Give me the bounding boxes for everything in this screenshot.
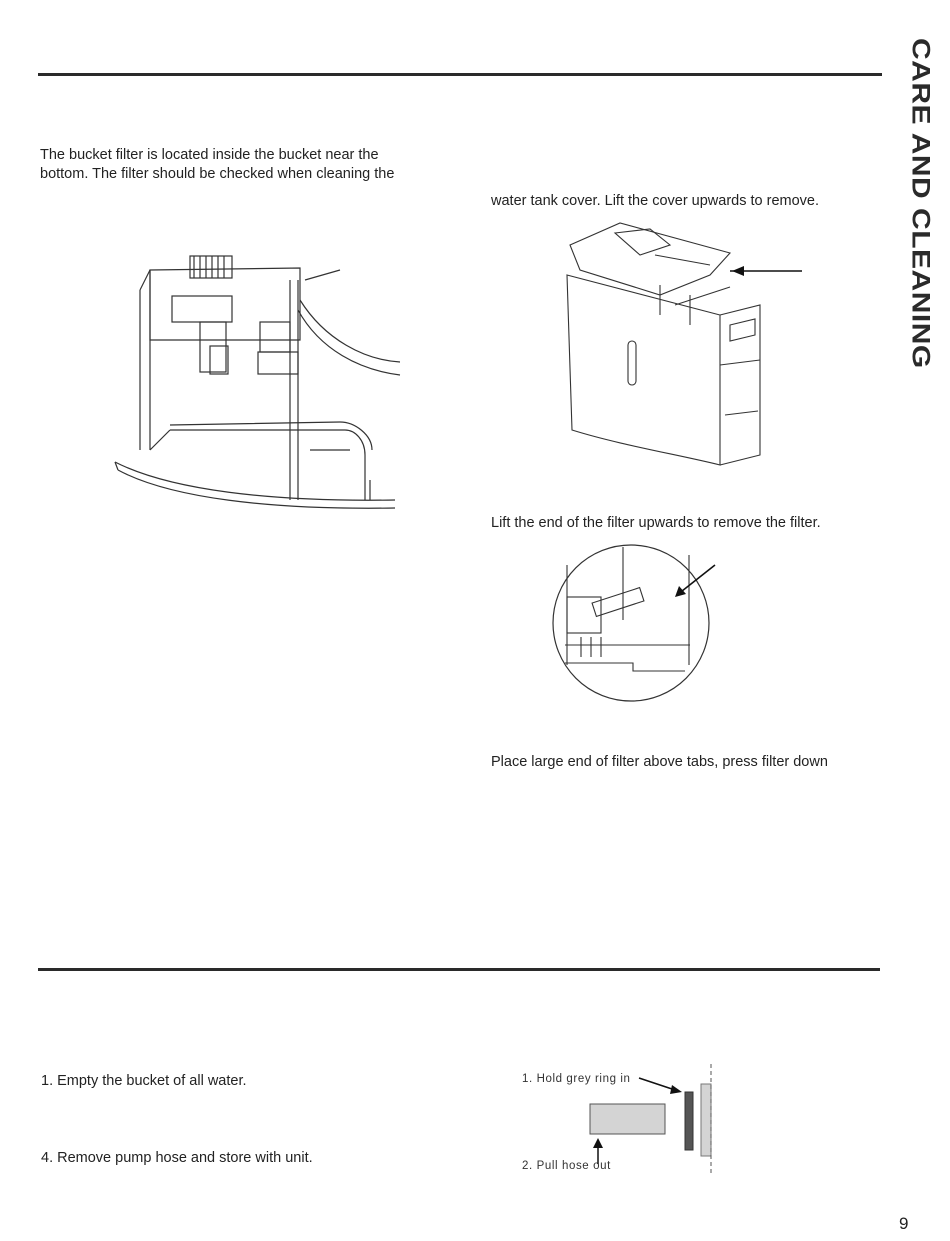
lift-filter-text: Lift the end of the filter upwards to remove the filter. bbox=[491, 515, 821, 531]
page-number: 9 bbox=[899, 1214, 909, 1233]
section-rule-top bbox=[38, 73, 882, 76]
filter-detail-illustration bbox=[545, 545, 725, 705]
side-section-title: CARE AND CLEANING bbox=[906, 38, 934, 369]
storage-step-1: 1. Empty the bucket of all water. bbox=[41, 1073, 247, 1089]
water-tank-cover-illustration bbox=[560, 215, 820, 475]
cover-removal-text: water tank cover. Lift the cover upwards to remove. bbox=[491, 193, 820, 209]
place-filter-text: Place large end of filter above tabs, press filter down bbox=[491, 754, 828, 770]
filter-intro-line1: The bucket filter is located inside the bucket near the bbox=[40, 147, 379, 163]
storage-step-4: 4. Remove pump hose and store with unit. bbox=[41, 1150, 313, 1166]
hose-diagram-label-1: 1. Hold grey ring in bbox=[522, 1073, 631, 1085]
section-rule-bottom bbox=[38, 968, 880, 971]
filter-intro-line2: bottom. The filter should be checked when cleaning the bbox=[40, 166, 395, 182]
bucket-cutaway-illustration bbox=[110, 250, 410, 510]
hose-diagram-label-2: 2. Pull hose out bbox=[522, 1160, 611, 1172]
hose-removal-diagram bbox=[585, 1064, 725, 1174]
